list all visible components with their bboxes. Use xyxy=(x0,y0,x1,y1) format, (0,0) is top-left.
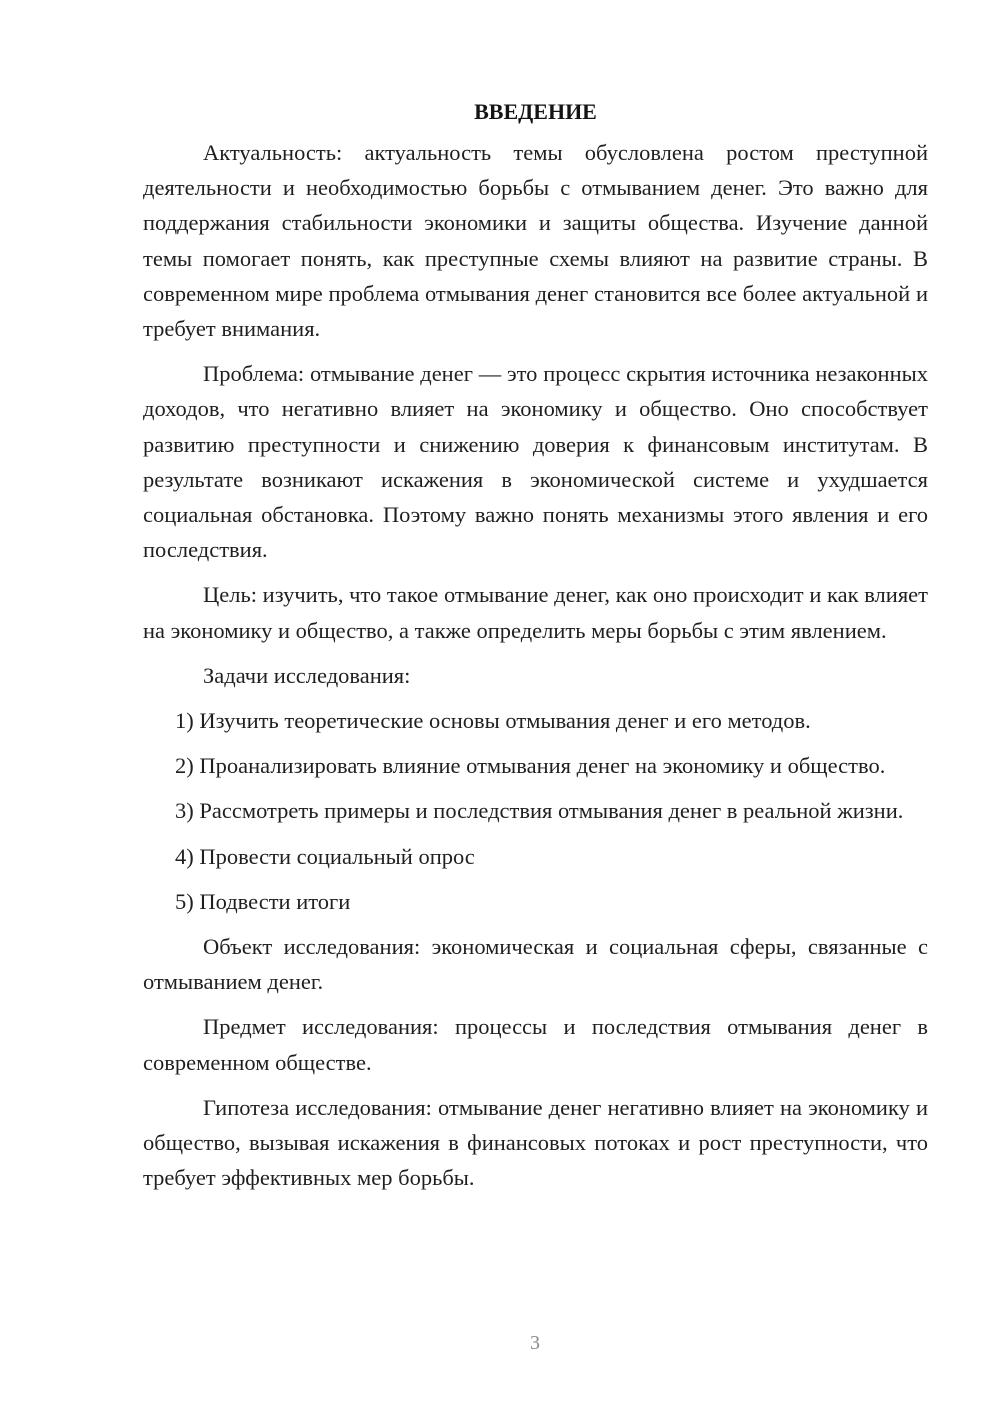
tasks-list xyxy=(143,703,928,919)
goal-paragraph: Цель: изучить, что такое отмывание денег, как оно происходит и как влияет на экономику и общество, а также определить меры борьбы с этим явлением. xyxy=(143,582,928,643)
tasks-heading: Задачи исследования: xyxy=(203,662,411,688)
object-paragraph: Объект исследования: экономическая и социальная сферы, связанные с отмыванием денег. xyxy=(143,934,928,995)
subject-paragraph: Предмет исследования: процессы и последствия отмывания денег в современном обществе. xyxy=(143,1014,928,1075)
task-item: 1) Изучить теоретические основы отмывания денег и его методов. xyxy=(175,708,811,734)
hypothesis-paragraph: Гипотеза исследования: отмывание денег негативно влияет на экономику и общество, вызывая искажения в финансовых потоках и рост преступности, что требует эффективных мер борьбы. xyxy=(143,1094,928,1191)
task-item: 4) Провести социальный опрос xyxy=(175,843,475,869)
task-item: 2) Проанализировать влияние отмывания денег на экономику и общество. xyxy=(175,753,886,779)
problem-paragraph: Проблема: отмывание денег — это процесс скрытия источника незаконных доходов, что негативно влияет на экономику и общество. Оно способствует развитию преступности и снижению доверия к финансовым институтам. В результате возникают искажения в экономической системе и ухудшается социальная обстановка. Поэтому важно понять механизмы этого явления и его последствия. xyxy=(143,361,928,563)
task-item: 5) Подвести итоги xyxy=(175,888,351,914)
page-body xyxy=(143,97,928,1205)
relevance-paragraph: Актуальность: актуальность темы обусловлена ростом преступной деятельности и необходимостью борьбы с отмыванием денег. Это важно для поддержания стабильности экономики и защиты общества. Изучение данной темы помогает понять, как преступные схемы влияют на развитие страны. В современном мире проблема отмывания денег становится все более актуальной и требует внимания. xyxy=(143,140,928,342)
page-number: 3 xyxy=(530,1332,540,1354)
task-item: 3) Рассмотреть примеры и последствия отмывания денег в реальной жизни. xyxy=(175,798,904,824)
section-title: ВВЕДЕНИЕ xyxy=(474,99,597,124)
